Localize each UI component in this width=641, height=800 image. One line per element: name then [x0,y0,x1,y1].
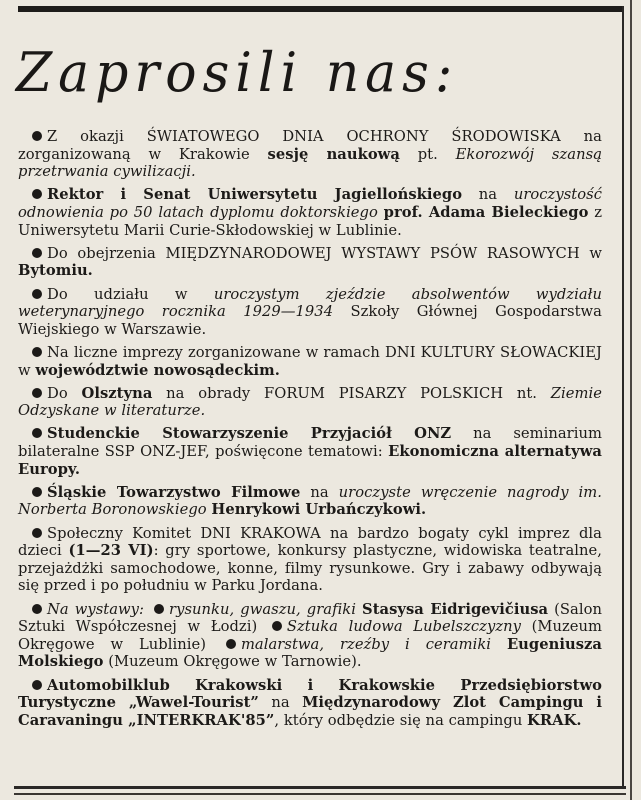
body-text: na obrady FORUM PISARZY POLSKICH nt. [152,384,551,402]
list-item [18,186,602,239]
list-item [18,677,602,730]
bullet-icon [32,248,42,258]
bottom-edge-rule [14,793,626,795]
bullet-icon [32,487,42,497]
bold-text: Olsztyna [81,384,153,402]
list-item [18,601,602,671]
bold-text: Ekonomiczna alternatywa Europy. [18,443,602,478]
body-text: (Salon Sztuki Współczesnej w Łodzi) [18,600,602,636]
list-item [18,245,602,280]
bold-text: Studenckie Stowarzyszenie Przyjaciół ONZ [47,425,452,443]
italic-text: uroczystym zjeździe absolwentów wydziału weterynaryjnego rocznika 1929—1934 [18,285,602,321]
body-text: z Uniwersytetu Marii Curie-Skłodowskiej w Lublinie. [18,203,602,239]
list-item [18,128,602,181]
body-text: (Muzeum Okręgowe w Lublinie) [18,618,602,653]
bullet-icon [32,347,42,357]
bold-text: KRAK. [527,711,582,729]
bullet-icon [32,428,42,438]
bold-text: Stasysa Eidrigevičiusa [362,600,549,618]
body-text [144,601,150,618]
list-item [18,385,602,420]
italic-text: rysunku, gwaszu, grafiki [169,600,357,618]
list-item [18,525,602,595]
body-text: na [462,186,514,204]
section-heading [16,26,576,116]
bullet-icon [272,621,282,631]
body-text: na [300,483,339,501]
bullet-icon [32,131,42,141]
invitation-list [18,128,602,735]
bold-text: Międzynarodowy Zlot Campingu i Caravaningu „INTERKRAK'85” [18,694,602,729]
bold-text: Śląskie Towarzystwo Filmowe [47,483,301,501]
body-text: Społeczny Komitet DNI KRAKOWA na bardzo bogaty cykl imprez dla dzieci [18,524,602,560]
body-text: Z okazji [47,128,147,145]
bullet-icon [226,639,236,649]
bold-text: Automobilklub Krakowski i Krakowskie Przedsiębiorstwo Turystyczne „Wawel-Tourist” [18,676,602,712]
body-text: Do [47,384,82,402]
body-text: ŚWIATOWEGO DNIA OCHRONY ŚRODOWISKA [146,128,561,145]
body-text: Do obejrzenia MIĘDZYNARODOWEJ WYSTAWY PSÓW RASOWYCH w [47,244,602,262]
body-text: Szkoły Głównej Gospodarstwa Wiejskiego w Warszawie. [18,303,602,338]
bullet-icon [154,604,164,614]
bold-text: Bytomiu. [18,262,93,280]
bullet-icon [32,189,42,199]
bold-text: województwie nowosądeckim. [35,361,280,379]
italic-text: Ekorozwój szansą przetrwania cywilizacji. [18,145,603,181]
italic-text: Ziemie Odzyskane w literaturze. [18,384,602,420]
body-text: (Muzeum Okręgowe w Tarnowie). [103,653,362,671]
right-edge-rule [630,0,632,800]
body-text: Do udziału w [47,285,214,303]
body-text: Na liczne imprezy zorganizowane w ramach DNI KULTURY SŁOWACKIEJ w [18,343,602,379]
bold-text: Rektor i Senat Uniwersytetu Jagiellońskiego [47,186,463,204]
bottom-border-rule [14,786,626,789]
italic-text: Sztuka ludowa Lubelszczyzny [286,618,521,636]
heading-text: Zaprosili nas: [16,41,459,105]
bullet-icon [32,604,42,614]
list-item [18,286,602,339]
list-item [18,344,602,379]
bold-text: prof. Adama Bieleckiego [383,203,589,221]
body-text: na zorganizowaną w Krakowie [18,128,602,163]
bold-text: (1—23 VI) [68,542,154,560]
body-text: na [258,694,303,712]
italic-text: uroczystość odnowienia po 50 latach dyplomu doktorskiego [18,186,602,221]
italic-text: malarstwa, rzeźby i ceramiki [240,635,492,653]
top-border-rule [18,6,623,12]
body-text: pt. [399,145,456,163]
bold-text: sesję naukową [267,145,400,163]
bullet-icon [32,528,42,538]
body-text [491,636,507,653]
bullet-icon [32,388,42,398]
body-text: na seminarium bilateralne SSP ONZ-JEF, poświęcone tematowi: [18,425,602,461]
right-border-rule [622,6,624,786]
italic-text: uroczyste wręczenie nagrody im. Norberta Boronowskiego [18,483,602,519]
list-item [18,484,602,519]
body-text: , który odbędzie się na campingu [274,711,528,729]
bold-text: Henrykowi Urbańczykowi. [211,501,427,519]
bullet-icon [32,680,42,690]
italic-text: Na wystawy: [47,600,145,618]
body-text: : gry sportowe, konkursy plastyczne, widowiska teatralne, przejażdżki samochodowe, konne, filmy rysunkowe. Gry i zabawy odbywają się przed i po południu w Parku Jordana. [18,542,602,595]
list-item [18,425,602,478]
bullet-icon [32,289,42,299]
bold-text: Eugeniusza Molskiego [18,635,602,671]
